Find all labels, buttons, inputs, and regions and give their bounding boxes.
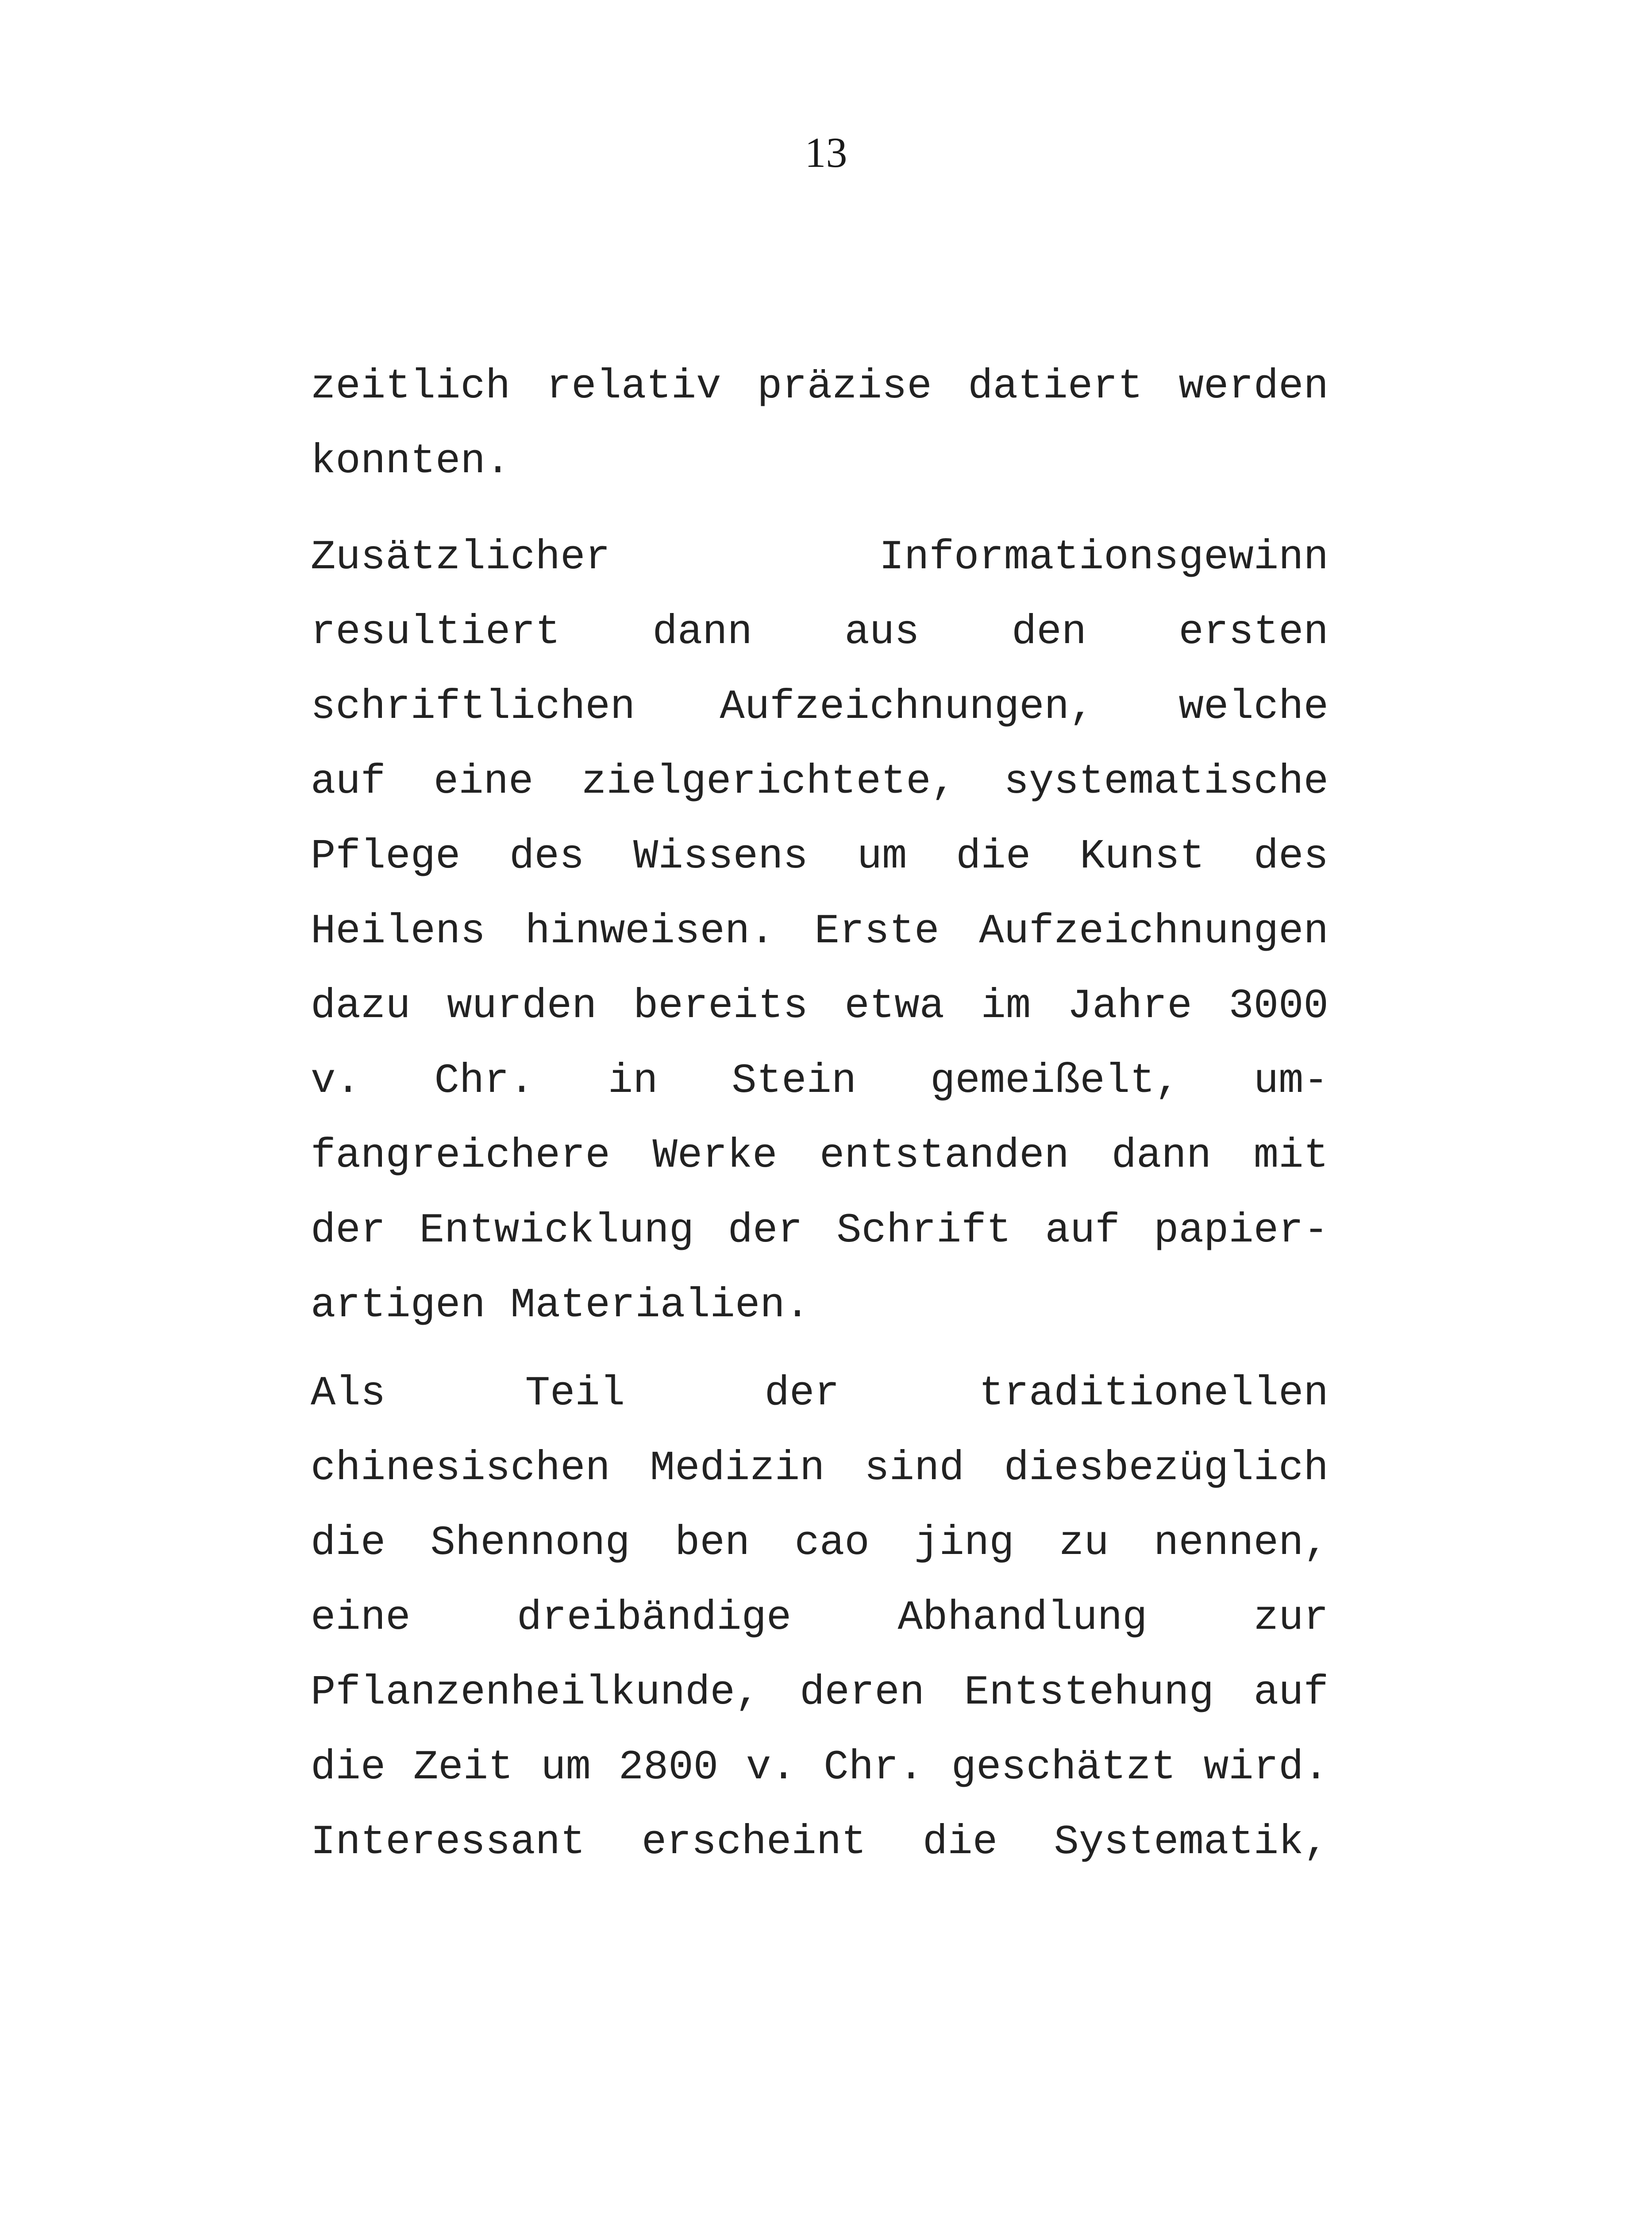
word: artigen Materialien. — [311, 1282, 810, 1329]
text-line — [311, 1119, 1329, 1194]
text-line — [311, 1357, 1329, 1431]
text-line — [311, 424, 1329, 499]
word: Pflanzenheilkunde, — [311, 1669, 760, 1716]
word: sind — [864, 1445, 964, 1492]
text-line — [311, 1044, 1329, 1119]
word: Systematik, — [1054, 1819, 1329, 1866]
word: nennen, — [1154, 1520, 1329, 1567]
word: entstanden — [820, 1133, 1070, 1180]
text-line — [311, 1581, 1329, 1656]
text-line — [311, 1656, 1329, 1731]
word: um — [541, 1744, 591, 1791]
word: eine — [311, 1595, 411, 1642]
word: Jahre — [1067, 983, 1192, 1030]
word: v. — [746, 1744, 796, 1791]
word: aus — [844, 609, 920, 656]
word: konnten. — [311, 438, 511, 485]
word: traditionellen — [979, 1370, 1329, 1417]
text-line — [311, 969, 1329, 1044]
text-line — [311, 350, 1329, 424]
word: der — [728, 1207, 803, 1254]
word: um — [857, 833, 907, 880]
word: Abhandlung — [897, 1595, 1148, 1642]
word: die — [956, 833, 1031, 880]
word: Werke — [652, 1133, 778, 1180]
text-line — [311, 894, 1329, 969]
word: schriftlichen — [311, 684, 635, 731]
word: in — [608, 1058, 658, 1105]
paragraph-1 — [311, 350, 1329, 499]
text-line — [311, 745, 1329, 820]
word: Als — [311, 1370, 386, 1417]
word: welche — [1178, 684, 1329, 731]
word: Interessant — [311, 1819, 585, 1866]
word: Schrift — [836, 1207, 1012, 1254]
word: Kunst — [1080, 833, 1205, 880]
word: der — [764, 1370, 839, 1417]
word: die — [922, 1819, 998, 1866]
word: den — [1011, 609, 1087, 656]
word: dann — [652, 609, 753, 656]
word: wurden — [447, 983, 597, 1030]
text-line — [311, 670, 1329, 745]
text-line — [311, 1731, 1329, 1805]
word: Erste — [814, 908, 940, 955]
word: auf — [1253, 1669, 1329, 1716]
word: präzise — [757, 363, 932, 410]
word: ben — [675, 1520, 750, 1567]
word: ersten — [1178, 609, 1329, 656]
word: hinweisen. — [525, 908, 775, 955]
word: fangreichere — [311, 1133, 610, 1180]
word: auf — [1045, 1207, 1120, 1254]
word: bereits — [633, 983, 808, 1030]
word: Entstehung — [964, 1669, 1214, 1716]
word: 3000 — [1228, 983, 1329, 1030]
word: cao — [794, 1520, 870, 1567]
word: Aufzeichnungen, — [720, 684, 1094, 731]
word: systematische — [1004, 759, 1329, 806]
word: Zusätzlicher — [311, 534, 610, 581]
word: Wissens — [633, 833, 808, 880]
word: resultiert — [311, 609, 561, 656]
word: etwa — [844, 983, 945, 1030]
word: Pflege — [311, 833, 461, 880]
word: Stein — [732, 1058, 857, 1105]
word: datiert — [968, 363, 1143, 410]
word: v. — [311, 1058, 361, 1105]
word: diesbezüglich — [1004, 1445, 1329, 1492]
word: Zeit — [413, 1744, 513, 1791]
word: auf — [311, 759, 386, 806]
word: des — [509, 833, 585, 880]
word: zielgerichtete, — [581, 759, 956, 806]
text-line — [311, 1268, 1329, 1343]
page-number: 13 — [805, 129, 847, 176]
word: Entwicklung — [419, 1207, 694, 1254]
text-line — [311, 820, 1329, 894]
word: die — [311, 1744, 386, 1791]
word: dazu — [311, 983, 411, 1030]
paragraph-2 — [311, 520, 1329, 1343]
word: zu — [1059, 1520, 1109, 1567]
word: Teil — [525, 1370, 625, 1417]
word: um- — [1253, 1058, 1329, 1105]
word: wird. — [1203, 1744, 1329, 1791]
text-line — [311, 520, 1329, 595]
text-line — [311, 1194, 1329, 1268]
word: Heilens — [311, 908, 485, 955]
word: des — [1253, 833, 1329, 880]
text-line — [311, 595, 1329, 670]
word: dann — [1111, 1133, 1212, 1180]
text-line — [311, 1431, 1329, 1506]
word: Informationsgewinn — [879, 534, 1329, 581]
word: erscheint — [641, 1819, 866, 1866]
word: deren — [800, 1669, 925, 1716]
word: geschätzt — [951, 1744, 1176, 1791]
word: der — [311, 1207, 386, 1254]
word: die — [311, 1520, 386, 1567]
word: Medizin — [650, 1445, 825, 1492]
word: Chr. — [434, 1058, 535, 1105]
word: 2800 — [618, 1744, 719, 1791]
word: papier- — [1154, 1207, 1329, 1254]
word: Shennong — [430, 1520, 630, 1567]
word: relativ — [546, 363, 721, 410]
word: Aufzeichnungen — [979, 908, 1329, 955]
word: jing — [914, 1520, 1014, 1567]
word: zur — [1253, 1595, 1329, 1642]
paragraph-3 — [311, 1357, 1329, 1880]
word: eine — [433, 759, 534, 806]
word: dreibändige — [516, 1595, 792, 1642]
word: chinesischen — [311, 1445, 610, 1492]
text-line — [311, 1805, 1329, 1880]
word: zeitlich — [311, 363, 511, 410]
word: mit — [1253, 1133, 1329, 1180]
text-line — [311, 1506, 1329, 1581]
word: im — [981, 983, 1031, 1030]
word: werden — [1178, 363, 1329, 410]
word: gemeißelt, — [930, 1058, 1180, 1105]
word: Chr. — [824, 1744, 924, 1791]
